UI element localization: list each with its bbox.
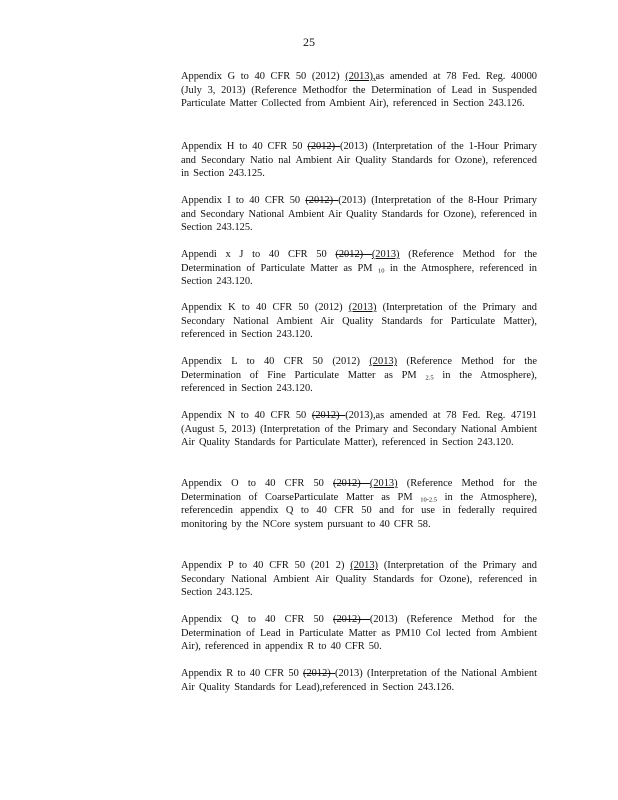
entry-text: (Reference Method for the Determination of Particulate Matter as PM	[181, 249, 537, 274]
deleted-text: (2012)	[307, 141, 340, 152]
entry-text: Appendix I to 40 CFR 50	[181, 195, 306, 206]
entry-appendix-r	[181, 667, 537, 694]
entry-appendix-i	[181, 194, 537, 235]
inserted-text: (2013),	[345, 71, 376, 82]
entry-appendix-k	[181, 301, 537, 342]
deleted-text: (2012)	[335, 249, 372, 260]
entry-appendix-p	[181, 559, 537, 600]
entry-text: Appendix G to 40 CFR 50 (2012)	[181, 71, 346, 82]
entry-appendix-j	[181, 248, 537, 289]
deleted-text: (2012)	[311, 410, 346, 421]
entry-text: (2013) (Interpretation of the 1-Hour Primary and Secondary Natio nal Ambient Air Quality Standards for Ozone), referenced in Section 243.125.	[181, 141, 538, 180]
deleted-text: (2012)	[303, 668, 336, 679]
entry-appendix-h	[181, 140, 537, 181]
inserted-text: (2013)	[350, 560, 378, 571]
subscript: 10	[377, 267, 385, 275]
entry-text: as amended at 78 Fed. Reg. 40000 (July 3, 2013) (Reference Methodfor the Determination of Lead in Suspended Particulate Matter Collected from Ambient Air), referenced in Section 243.126.	[181, 71, 537, 110]
entry-text: (Interpretation of the Primary and Secondary National Ambient Air Quality Standards for Ozone), referenced in Section 243.125.	[181, 560, 538, 599]
entry-appendix-n	[181, 409, 537, 450]
subscript: 2.5	[425, 374, 434, 382]
entry-text: Appendix H to 40 CFR 50	[181, 141, 308, 152]
entry-text: in the Atmosphere), referenced in Section 243.120.	[181, 369, 537, 395]
entry-text: in the Atmosphere, referenced in Section 243.120.	[181, 262, 537, 288]
entry-text: (Interpretation of the Primary and Secondary National Ambient Air Quality Standards for Particulate Matter), referenced in Section 243.120.	[181, 302, 537, 341]
entry-text: Appendix N to 40 CFR 50	[181, 410, 312, 421]
deleted-text: (2012)	[333, 478, 370, 489]
entry-text: Appendix R to 40 CFR 50	[181, 668, 304, 679]
entry-text: (Reference Method for the Determination of Fine Particulate Matter as PM	[181, 356, 537, 381]
entry-appendix-q	[181, 613, 537, 654]
entry-text: (2013) (Interpretation of the National Ambient Air Quality Standards for Lead),referenced in Section 243.126.	[181, 668, 537, 693]
deleted-text: (2012)	[333, 614, 370, 625]
inserted-text: (2013)	[371, 249, 400, 260]
entry-appendix-g	[181, 70, 537, 111]
inserted-text: (2013)	[369, 356, 398, 367]
entry-text: (2013) (Interpretation of the 8-Hour Primary and Secondary National Ambient Air Quality Standards for Ozone), referenced in Section 243.125.	[181, 195, 537, 234]
deleted-text: (2012)	[305, 195, 339, 206]
entry-text: Appendix P to 40 CFR 50 (201 2)	[181, 560, 351, 571]
entry-appendix-l	[181, 355, 537, 396]
entry-appendix-o	[181, 477, 537, 531]
entry-text: (2013),as amended at 78 Fed. Reg. 47191 (August 5, 2013) (Interpretation of the Primary and Secondary National Ambient Air Quality Standards for Particulate Matter), referenced in Section 243.120.	[181, 410, 537, 449]
entry-text: Appendi x J to 40 CFR 50	[181, 249, 336, 260]
entry-text: Appendix L to 40 CFR 50 (2012)	[181, 356, 370, 367]
entry-text: Appendix Q to 40 CFR 50	[181, 614, 334, 625]
page-number: 25	[303, 35, 315, 49]
inserted-text: (2013)	[348, 302, 377, 313]
entry-text: (Reference Method for the Determination of CoarseParticulate Matter as PM	[181, 478, 537, 503]
entry-text: (2013) (Reference Method for the Determination of Lead in Particulate Matter as PM10 Col lected from Ambient Air), referenced in appendix R to 40 CFR 50.	[181, 614, 537, 653]
entry-text: Appendix O to 40 CFR 50	[181, 478, 334, 489]
entry-text: in the Atmosphere), referencedin appendix Q to 40 CFR 50 and for use in federally required monitoring by the NCore system pursuant to 40 CFR 58.	[181, 491, 537, 530]
entry-text: Appendix K to 40 CFR 50 (2012)	[181, 302, 349, 313]
inserted-text: (2013)	[369, 478, 398, 489]
subscript: 10-2.5	[420, 496, 437, 504]
